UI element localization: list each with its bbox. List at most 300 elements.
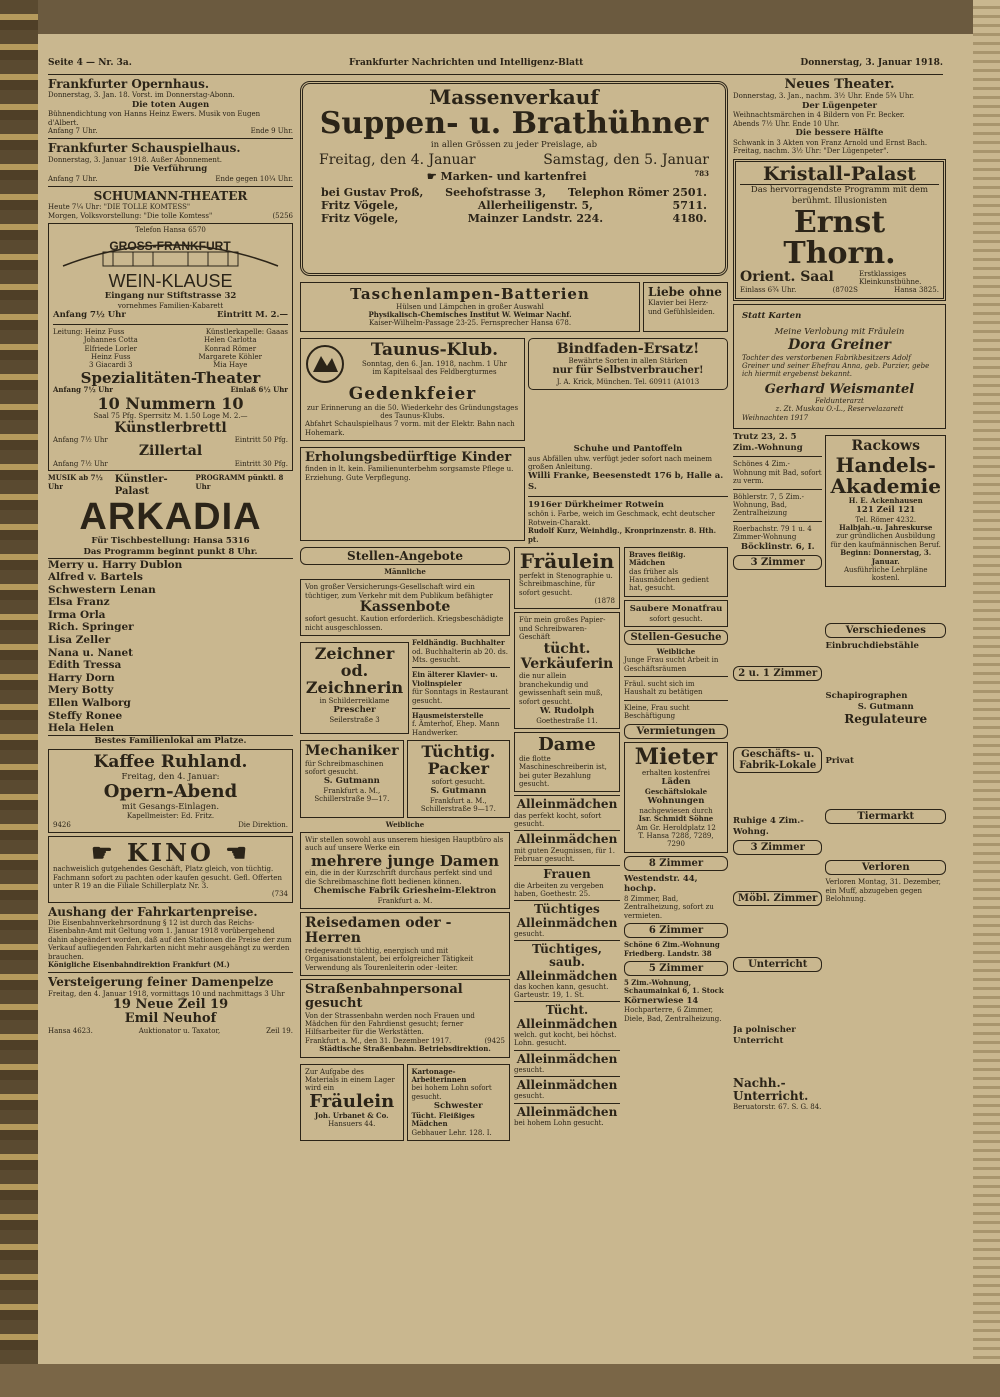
left-foot: Beruatorstr. 67. S. G. 84. [733, 1103, 822, 1112]
taunus-abfahrt: Abfahrt Schaulspielhaus 7 vorm. mit der Elektr. Bahn nach Hohemark. [305, 420, 515, 437]
spacer [733, 858, 822, 888]
alleinmaedchen-text: gesucht. [514, 1065, 545, 1074]
verkaeuferin-ad [514, 612, 620, 729]
massen-date1: Freitag, den 4. Januar [319, 152, 476, 169]
schauspielhaus-play: Die Verführung [133, 163, 208, 174]
opernhaus-times [48, 127, 293, 135]
artist-name: Konrad Römer [204, 344, 257, 353]
verloren-text: Verloren Montag, 31. Dezember, ein Muff, abzugeben gegen Belohnung. [825, 878, 941, 904]
col3-lower-right [825, 432, 946, 1111]
taunus-feier: Gedenkfeier [348, 383, 477, 404]
massen-dates [307, 150, 721, 170]
kartonage-addr: Gebhauer Lehr. 128. I. [411, 1128, 492, 1137]
divider [48, 186, 293, 187]
massen-num: 783 [694, 169, 709, 179]
nachhilfe-title: Nachh.-Unterricht. [733, 1075, 809, 1103]
zeichner-sub: in Schilderreiklame [319, 696, 390, 705]
klavier-title: Ein älterer Klavier- u. Violinspieler [412, 670, 498, 688]
pointing-hand-icon: ☛ [426, 170, 441, 184]
taunus-title: Taunus-Klub. [370, 339, 499, 360]
arkadia-beginn: Das Programm beginnt punkt 8 Uhr. [48, 547, 293, 559]
alleinmaedchen-title: Frauen [543, 867, 591, 882]
weinklause-eintritt3: Eintritt 50 Pfg. [234, 436, 288, 445]
wohnung-item: Böhlerstr. 7, 5 Zim.-Wohnung, Bad, Zentralheizung [733, 492, 804, 518]
weinklause-anfang: Anfang 7½ Uhr [53, 310, 126, 321]
spacer [825, 827, 946, 857]
packer-addr: Frankfurt a. M., Schillerstraße 9—17. [420, 796, 496, 814]
pointing-hand-icon: ☚ [225, 838, 250, 868]
fuenf-zimmer-header: 5 Zimmer [624, 961, 728, 976]
rackows-title2: Handels- [835, 452, 936, 477]
weinklause-artists [53, 336, 288, 370]
weinklause-kuenstler: Künstlerkapelle: Gaaas [205, 327, 288, 336]
verlobung-rank: Feldunterarzt [815, 396, 864, 405]
divider [733, 489, 822, 490]
lager-firm: Joh. Urbanet & Co. [314, 1110, 389, 1120]
gesuche-item: Fräul. sucht sich im Haushalt zu betätigen [624, 680, 703, 697]
col3-lower [733, 432, 946, 1111]
moebl-header: Möbl. Zimmer [733, 891, 822, 906]
arkadia-act: Alfred v. Bartels [48, 571, 143, 584]
arkadia-programm: PROGRAMM pünktl. 8 Uhr [195, 473, 284, 491]
fuenf-wohnung: 5 Zim.-Wohnung, [624, 977, 692, 987]
massen-marken-text: Marken- und kartenfrei [440, 170, 587, 184]
verlobung-name: Dora Greiner [788, 337, 891, 354]
hausmeister-title: Hausmeisterstelle [412, 711, 484, 720]
kassenbote-pre: Von großer Versicherungs-Gesellschaft wird ein tüchtiger, zum Verkehr mit dem Publikum befähigter [305, 583, 493, 600]
gesuche-item: Kleine, Frau sucht Beschäftigung [624, 703, 690, 721]
taunus-right [528, 335, 728, 444]
bindfaden-title: Bindfaden-Ersatz! [556, 340, 700, 357]
kartonage-schwester: Schwester [433, 1101, 483, 1112]
taunus-anlass: zur Erinnerung an die 50. Wiederkehr des Gründungstages des Taunus-Klubs. [306, 403, 519, 420]
wohnung-item: Schönes 4 Zim.-Wohnung mit Bad, sofort zu verm. [733, 460, 822, 486]
kaffee-ruhland-ad [48, 749, 293, 833]
massen-seller-addr: Seehofstrasse 3, [445, 185, 547, 199]
taunus-date: Sonntag, den 6. Jan. 1918, nachm. 1 Uhr [361, 359, 508, 368]
fahrkarten-sign: Königliche Eisenbahndirektion Frankfurt (M.) [48, 959, 230, 969]
monatfrau-title: Saubere Monatfrau [629, 603, 723, 614]
neues-title: Neues Theater. [784, 78, 895, 92]
zeichner-right [412, 639, 510, 737]
mechaniker-addr: Frankfurt a. M., Schillerstraße 9—17. [314, 786, 390, 804]
rackows-title1: Rackows [851, 438, 920, 455]
pointing-hand-icon: ☛ [91, 838, 116, 868]
hausmeister-text: f. Ämterhof, Ehep. Mann Handwerker. [412, 720, 500, 737]
verlobung-date: Weihnachten 1917 [742, 413, 809, 422]
alleinmaedchen-title: Alleinmädchen [516, 1104, 618, 1119]
spacer [825, 651, 946, 691]
schumann-title: SCHUMANN-THEATER [93, 188, 248, 203]
taschenlampen-ad [300, 282, 640, 332]
artist-name: Mia Haye [213, 361, 248, 370]
massen-sub: in allen Grössen zu jeder Preislage, ab [430, 139, 598, 150]
massen-marken-row [307, 170, 721, 184]
alleinmaedchen-text: gesucht. [514, 1092, 545, 1101]
schumann-line2: Morgen, Volksvorstellung: "Die tolle Komtess" [48, 211, 213, 220]
lager-addr: Hansuers 44. [328, 1119, 376, 1128]
massen-seller-name: Fritz Vögele, [321, 211, 399, 225]
privat-title: Privat [825, 755, 854, 766]
mieter-wohnungen: Wohnungen [647, 796, 705, 807]
liebe-title: Liebe ohne [648, 285, 722, 299]
schumann-ad [48, 190, 293, 220]
verlobung-place: z. Zt. Muskau O.-L., Reservelazarett [775, 405, 904, 414]
damenpelze-foot-left: Hansa 4623. [48, 1026, 93, 1035]
weinklause-banner-arch [53, 234, 288, 268]
kristall-tel: Hansa 3825. [894, 286, 939, 295]
arkadia-act: Mery Botty [48, 684, 114, 697]
arkadia-act: Irma Orla [48, 608, 106, 621]
schuhe-ad [528, 444, 728, 493]
kaffee-sub: mit Gesangs-Einlagen. [121, 801, 220, 812]
kristall-l1: Das hervorragendste Programm mit dem berühmt. Illusionisten [750, 185, 929, 207]
mieter-schmidt: Isr. Schmidt Söhne [638, 814, 714, 824]
taschen-title: Taschenlampen-Batterien [350, 285, 590, 303]
ruhige-title: Ruhige 4 Zim.-Wohng. [733, 816, 804, 837]
zeichner-firm: Prescher [333, 705, 376, 716]
neues-l3: Weihnachtsmärchen in 4 Bildern von Fr. Becker. [733, 111, 905, 120]
opernhaus-play: Die toten Augen [131, 99, 210, 110]
schuhe-firm: Willi Franke, Beesenstedt 176 b, Halle a. S. [528, 471, 724, 493]
rackows-ad [825, 435, 946, 587]
alleinmaedchen-title: Tücht. Alleinmädchen [516, 1003, 618, 1031]
artist-name: Johannes Cotta [83, 336, 138, 345]
packer-text: sofort gesucht. [431, 777, 485, 786]
artist-name: Elfriede Lorler [84, 344, 137, 353]
rackows-title3: Akademie [830, 473, 941, 498]
page-header [48, 58, 943, 75]
erholung-text: finden in lt. kein. Familienunterbehm sorgsamste Pflege u. Erziehung. Gute Verpflegung. [305, 465, 514, 482]
column-1 [48, 78, 293, 1368]
weinklause-leitung: Leitung: Heinz Fuss [53, 327, 125, 336]
massen-seller-name: bei Gustav Proß, [321, 185, 424, 199]
kartonage-title: Kartonage-Arbeiterinnen [411, 1066, 467, 1084]
header-masthead: Frankfurter Nachrichten und Intelligenz-Blatt [348, 58, 584, 68]
alleinmaedchen-text: die Arbeiten zu vergeben haben, Goethestr. 25. [514, 881, 604, 898]
alleinmaedchen-title: Alleinmädchen [516, 1078, 618, 1093]
rackows-addr: 121 Zeil 121 [855, 504, 916, 515]
fahrkarten-text: Die Eisenbahnverkehrsordnung § 12 ist durch das Reichs-Eisenbahn-Amt mit Geltung vom 1. Januar 1918 vorübergehend dahin abgeändert worden, daß auf den Stationen die Preise der zum Verkauf aufliegenden Fahrkarten nicht mehr ausgehängt zu werden brauchen. [48, 918, 292, 961]
spacer [825, 726, 946, 756]
boecklin-title: Böcklinstr. 6, I. [740, 541, 815, 552]
zwei-zimmer-header: 2 u. 1 Zimmer [733, 666, 822, 681]
strassenbahn-sign: Städtische Straßenbahn. Betriebsdirektion. [319, 1044, 491, 1054]
rotwein-title: 1916er Dürkheimer Rotwein [528, 499, 664, 510]
sechs-zimmer-header: 6 Zimmer [624, 923, 728, 938]
alleinmaedchen-text: das kochen kann, gesucht. Garteustr. 19, 1. St. [514, 982, 609, 1000]
arkadia-top [48, 474, 293, 498]
alleinmaedchen-text: bei hohem Lohn gesucht. [514, 1118, 604, 1127]
rackows-fach: Ausführliche Lehrpläne kostenl. [843, 565, 928, 583]
kristall-saal: Orient. Saal [740, 268, 834, 285]
neues-theater-ad [733, 78, 946, 156]
schapiro-title: Schapirographen [825, 691, 908, 702]
alleinmaedchen-text: welch. gut kocht, bei höchst. Lohn. gesucht. [514, 1030, 617, 1048]
vermietungen-header: Vermietungen [624, 724, 728, 739]
row-taunus [300, 335, 728, 444]
monatfrau-text: sofort gesucht. [649, 614, 703, 623]
packer-firm: S. Gutmann [430, 786, 487, 797]
fahrkarten-title: Aushang der Fahrkartenpreise. [48, 904, 258, 919]
verkaeuferin-firm: W. Rudolph [539, 706, 595, 716]
rackows-kurse: Halbjah.-u. Jahreskurse [839, 522, 933, 532]
stellen-maennlich: Männliche [384, 566, 426, 576]
acht-zimmer-header: 8 Zimmer [624, 856, 728, 871]
arkadia-musik: MUSIK ab 7½ Uhr [48, 473, 103, 491]
massen-marken [427, 170, 587, 184]
verkaeuferin-title: tücht. Verkäuferin [520, 640, 614, 673]
kristall-name: Ernst Thorn. [783, 204, 896, 272]
liebe-ohne-ad [643, 282, 728, 332]
weinklause-times [53, 310, 288, 321]
massen-seller-row [321, 212, 707, 225]
kino-text: nachweislich gutgehendes Geschäft, Platz gleich, von tüchtig. Fachmann sofort zu pachten oder kaufen gesucht. Gefl. Offerten unter R 19 an die Filiale Schillerplatz Nr. 3. [53, 865, 282, 891]
neues-l5: Die bessere Hälfte [795, 128, 884, 139]
arkadia-act: Elsa Franz [48, 596, 110, 609]
alleinmaedchen-title: Alleinmädchen [516, 1051, 618, 1066]
massen-seller-tel: 4180. [672, 211, 707, 225]
alleinmaedchen-title: Alleinmädchen [516, 832, 618, 847]
strassenbahn-text: Von der Strassenbahn werden noch Frauen und Mädchen für den Fahrdienst gesucht; ferner Hilfsarbeiter für die Werkstätten. [305, 1011, 475, 1037]
alleinmaedchen-text: das perfekt kocht, sofort gesucht. [514, 811, 602, 829]
opernhaus-line3: Bühnendichtung von Hanns Heinz Ewers. Musik von Eugen d'Albert. [48, 110, 261, 127]
weinklause-ad [48, 223, 293, 471]
kristall-foot [740, 286, 939, 294]
liebe-text: Klavier bei Herz- und Gefühlsleiden. [648, 299, 715, 316]
spacer [825, 590, 946, 620]
opernhaus-start: Anfang 7 Uhr. [48, 126, 98, 135]
stellen-gesuche-header: Stellen-Gesuche [624, 630, 728, 645]
mechaniker-title: Mechaniker [305, 743, 399, 760]
kristall-saal-sub: Erstklassiges Kleinkunstbühne. [859, 269, 922, 287]
fraeulein-title: Fräulein [519, 548, 615, 573]
damenpelze-name: Emil Neuhof [124, 1011, 217, 1027]
damenpelze-ad [48, 976, 293, 1035]
tiermarkt-header: Tiermarkt [825, 809, 946, 824]
verlobung-l2: Tochter des verstorbenen Fabrikbesitzers Adolf Greiner und seiner Ehefrau Anna, geb. Purzier, gebe ich hiermit ergebenst bekannt. [742, 353, 930, 379]
damen-pre: Wir stellen sowohl aus unserem hiesigen Hauptbüro als auch auf unsere Werke ein [305, 835, 504, 853]
mechaniker-firm: S. Gutmann [323, 776, 380, 787]
stellen-weiblich: Weibliche [385, 819, 425, 829]
taunus-ort: im Kapitelsaal des Feldbergturmes [372, 367, 497, 376]
kartonage-ad [407, 1064, 511, 1141]
damenpelze-line1: Freitag, den 4. Januar 1918, vormittags 10 und nachmittags 3 Uhr [48, 989, 285, 998]
damenpelze-foot-right: Zeil 19. [266, 1026, 293, 1035]
taunus-emblem-icon [305, 342, 345, 386]
kaffee-event: Opern-Abend [103, 780, 238, 802]
bindfaden-slogan: nur für Selbstverbraucher! [552, 365, 704, 377]
arkadia-act: Steffy Ronee [48, 709, 123, 722]
alleinmaedchen-ad [514, 1103, 620, 1130]
spacer [733, 909, 822, 954]
buchhalter-title: Feldhändig. Buchhalter [412, 638, 505, 648]
weinklause-phone: Telefon Hansa 6570 [135, 225, 206, 234]
weinklause-times4 [53, 460, 288, 468]
arkadia-title: ARKADIA [79, 496, 262, 539]
kristall-palast-ad [733, 159, 946, 301]
taunus-klub-ad [300, 338, 525, 441]
schauspielhaus-line1: Donnerstag, 3. Januar 1918. Außer Abonnement. [48, 155, 222, 164]
column-2 [300, 78, 728, 1368]
subcol-b [514, 544, 620, 1144]
opernhaus-title: Frankfurter Opernhaus. [48, 78, 210, 91]
erholung-title: Erholungsbedürftige Kinder [305, 450, 512, 466]
mieter-tel: T. Hansa 7288, 7289, 7290 [638, 831, 714, 849]
arkadia-act: Schwestern Lenan [48, 583, 156, 596]
massen-seller-addr: Allerheiligenstr. 5, [477, 198, 593, 212]
strassenbahn-title: Straßenbahnpersonal gesucht [305, 981, 463, 1012]
schauspielhaus-start: Anfang 7 Uhr. [48, 174, 98, 183]
arkadia-act: Edith Tressa [48, 659, 122, 672]
lager-title: Fräulein [309, 1090, 395, 1112]
mieter-laeden: Läden [661, 777, 691, 788]
weinklause-brettl: Künstlerbrettl [114, 419, 227, 436]
neues-l6: Schwank in 3 Akten von Franz Arnold und Ernst Bach. [733, 138, 928, 147]
spacer [825, 766, 946, 806]
damenpelze-foot [48, 1027, 293, 1035]
arkadia-act: Hela Helen [48, 722, 114, 735]
arkadia-act: Merry u. Harry Dublon [48, 558, 183, 571]
rotwein-text: schön i. Farbe, weich im Geschmack, echt deutscher Rotwein-Charakt. [528, 510, 716, 527]
massen-seller-name: Fritz Vögele, [321, 198, 399, 212]
divider [412, 667, 510, 668]
schumann-line1: Heute 7¼ Uhr: "DIE TOLLE KOMTESS" [48, 203, 191, 212]
verkaeuferin-addr: Goethestraße 11. [536, 716, 598, 725]
schauspielhaus-title: Frankfurter Schauspielhaus. [48, 141, 241, 156]
monatfrau-ad [624, 600, 728, 627]
mechaniker-ad [300, 740, 404, 817]
divider [624, 676, 728, 677]
divider [48, 138, 293, 139]
damen-firm: Chemische Fabrik Griesheim-Elektron [313, 886, 497, 897]
bindfaden-sub: Bewährte Sorten in allen Stärken [568, 357, 688, 366]
alleinmaedchen-ad [514, 940, 620, 1001]
alleinmaedchen-ad [514, 900, 620, 940]
scan-bottom-edge [0, 1364, 1000, 1397]
braves-text: das früher als Hausmädchen gedient hat, gesucht. [629, 567, 709, 593]
kino-ad [48, 836, 293, 903]
massen-title2: Suppen- u. Brathühner [319, 106, 709, 141]
alleinmaedchen-ad [514, 1076, 620, 1103]
taunus-head [305, 339, 520, 386]
kristall-saal-row [740, 270, 939, 287]
divider [733, 521, 822, 522]
artist-name: Margarete Köhler [198, 353, 262, 362]
spacer [733, 684, 822, 744]
drei-zimmer2-header: 3 Zimmer [733, 840, 822, 855]
westend-title: Westendstr. 44, hochp. [624, 873, 698, 895]
taunus-head-text [349, 339, 520, 386]
bindfaden-ad [528, 338, 728, 391]
neues-l2: Der Lügenpeter [801, 100, 878, 111]
alleinmaedchen-title: Tüchtiges Alleinmädchen [516, 902, 618, 930]
damenpelze-addr: 19 Neue Zeil 19 [112, 996, 229, 1012]
arkadia-tisch: Für Tischbestellung: Hansa 5316 [91, 536, 250, 547]
damen-title: mehrere junge Damen [311, 851, 499, 870]
arkadia-act: Lisa Zeller [48, 634, 111, 647]
verkaeuferin-text: die nur allein branchekundig und gewissenhaft sein muß, sofort gesucht. [519, 672, 603, 706]
book-binding [0, 0, 38, 1397]
neues-l1: Donnerstag, 3. Jan., nachm. 3½ Uhr. Ende 5¾ Uhr. [733, 92, 915, 101]
verkaeuferin-pre: Für mein großes Papier- und Schreibwaren-Geschäft [519, 616, 606, 642]
alleinmaedchen-title: Alleinmädchen [516, 797, 618, 812]
mechaniker-row [300, 737, 510, 820]
fraeulein-ad [514, 547, 620, 610]
weinklause-eintritt: Eintritt M. 2.— [216, 310, 288, 321]
mieter-nachweis: nachgewiesen durch [639, 806, 713, 815]
page-edge [973, 0, 1000, 1397]
bindfaden-firm: J. A. Krick, München. Tel. 60911 (A1013 [556, 377, 700, 386]
massen-sellers [307, 184, 721, 227]
verlobung-groom: Gerhard Weismantel [764, 381, 915, 397]
row-taschen [300, 279, 728, 335]
massen-title1: Massenverkauf [429, 85, 599, 109]
weinklause-spezial: Spezialitäten-Theater [80, 368, 261, 387]
opernhaus-ad [48, 78, 293, 135]
alleinmaedchen-ad [514, 830, 620, 865]
divider [412, 708, 510, 709]
stellen-angebote-header: Stellen-Angebote [300, 547, 510, 565]
alleinmaedchen-ad [514, 795, 620, 830]
klavier-text: für Sonntags in Restaurant gesucht. [412, 688, 509, 705]
artist-name: Helen Carlotta [204, 336, 257, 345]
alleinmaedchen-text: mit guten Zeugnissen, für 1. Februar gesucht. [514, 846, 615, 864]
massen-seller-row [321, 199, 707, 212]
weinklause-address: Eingang nur Stiftstrasse 32 [104, 291, 237, 302]
column-3 [733, 78, 946, 1368]
verlobung-l1: Meine Verlobung mit Fräulein [774, 327, 905, 338]
polnisch-title: Ja polnischer Unterricht [733, 1025, 796, 1047]
schauspielhaus-ad [48, 142, 293, 183]
schumann-line2-row [48, 212, 293, 220]
kaffee-title: Kaffee Ruhland. [93, 752, 248, 773]
alleinmaedchen-text: gesucht. [514, 929, 545, 938]
koerner-text: Hochparterre, 6 Zimmer, Diele, Bad, Zentralheizung. [624, 1006, 722, 1023]
damenpelze-title: Versteigerung feiner Damenpelze [48, 975, 274, 990]
rotwein-ad [528, 500, 728, 544]
spacer [733, 776, 822, 816]
fraeulein-lager-ad [300, 1064, 404, 1141]
weinklause-sub: vornehmes Familien-Kabarett [117, 301, 224, 310]
packer-title: Tüchtig. Packer [421, 742, 496, 778]
schauspielhaus-times [48, 175, 293, 183]
wohnung-item: Roerbachstr. 79 1 u. 4 Zimmer-Wohnung [733, 524, 812, 542]
erholung-ad [300, 447, 525, 541]
header-page-number: Seite 4 — Nr. 3a. [48, 58, 132, 68]
schaumain-title: Schaumainkai 6, 1. Stock [624, 986, 724, 996]
header-date: Donnerstag, 3. Januar 1918. [800, 58, 943, 68]
taschen-l2: Physikalisch-Chemisches Institut W. Weimar Nachf. [368, 309, 572, 319]
neues-l7: Freitag, nachm. 3½ Uhr: "Der Lügenpeter". [733, 147, 889, 156]
reisedamen-ad [300, 912, 510, 976]
weinklause-anfang2: Anfang 7½ Uhr [53, 385, 113, 395]
artist-name: Heinz Fuss [91, 353, 131, 362]
gesuche-item: Junge Frau sucht Arbeit in Geschäftsräumen [624, 656, 719, 673]
weinklause-title: WEIN-KLAUSE [108, 271, 233, 292]
massenverkauf-ad [300, 81, 728, 276]
trutz-title: Trutz 23, 2. 5 Zim.-Wohnung [733, 432, 803, 453]
kino-num: (734 [271, 890, 288, 899]
dame-title: Dame [538, 734, 596, 756]
massen-seller-tel: Telephon Römer 2501. [567, 185, 707, 199]
opernhaus-end: Ende 9 Uhr. [250, 126, 293, 135]
divider [48, 972, 293, 973]
gesuche-weiblich: Weibliche [656, 646, 696, 656]
rackows-owner: H. E. Ackenhausen [848, 495, 923, 505]
divider [528, 496, 728, 497]
strassenbahn-date: Frankfurt a. M., den 31. Dezember 1917. [305, 1036, 452, 1045]
